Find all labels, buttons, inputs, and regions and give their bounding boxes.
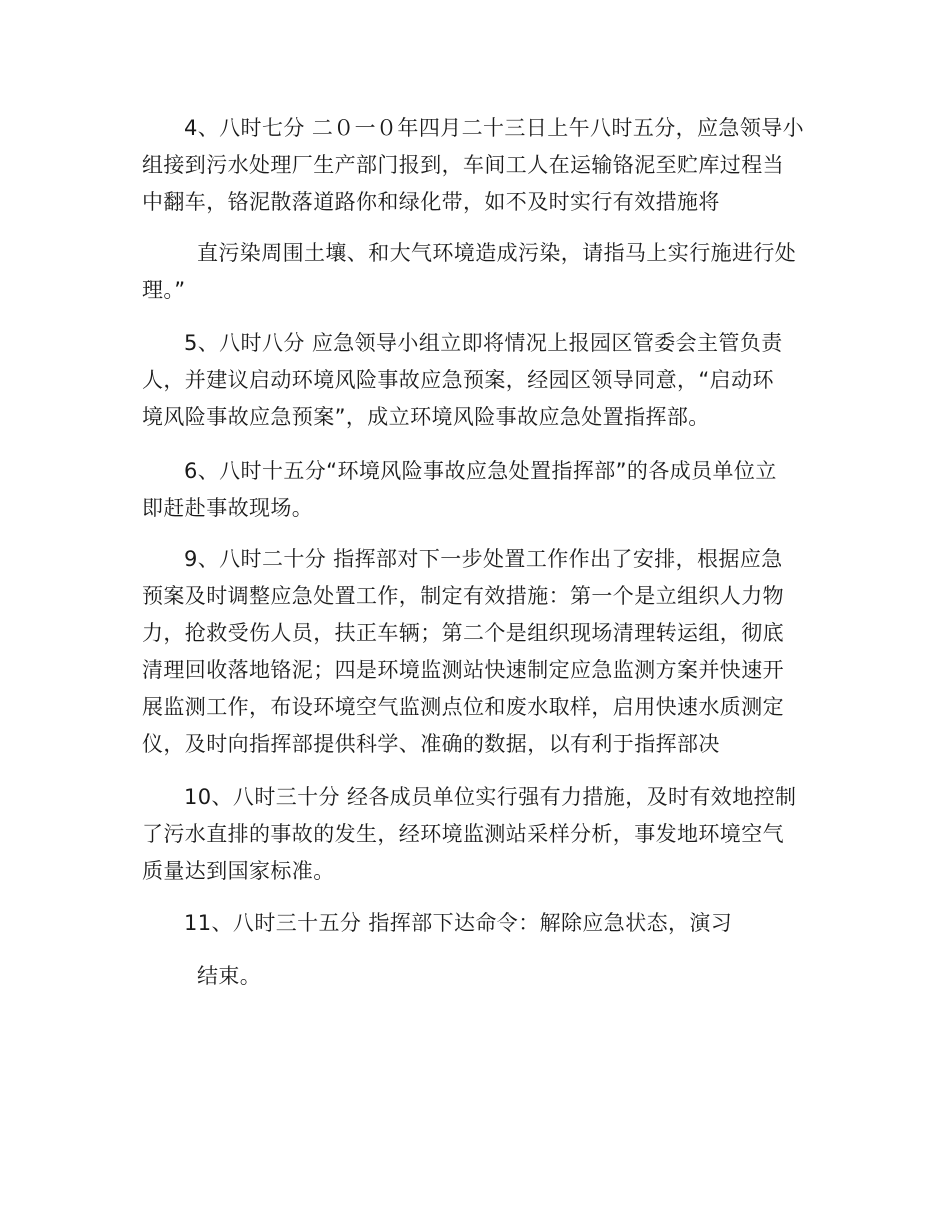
paragraph-line: 9、八时二十分 指挥部对下一步处置工作作出了安排，根据应急 — [184, 547, 783, 571]
paragraph-line: 结束。 — [197, 964, 262, 988]
paragraph-line: 组接到污水处理厂生产部门报到，车间工人在运输铬泥至贮库过程当 — [142, 153, 784, 177]
paragraph-line: 清理回收落地铬泥；四是环境监测站快速制定应急监测方案并快速开 — [142, 658, 784, 682]
paragraph-line: 人，并建议启动环境风险事故应急预案，经园区领导同意，“启动环 — [142, 368, 774, 392]
paragraph-line: 4、八时七分 二０一０年四月二十三日上午八时五分，应急领导小 — [184, 116, 805, 140]
paragraph-continuation-end — [142, 958, 822, 995]
paragraph-line: 中翻车，铬泥散落道路你和绿化带，如不及时实行有效措施将 — [142, 190, 720, 214]
paragraph-item-10 — [142, 779, 822, 890]
paragraph-line: 11、八时三十五分 指挥部下达命令：解除应急状态，演习 — [184, 911, 733, 935]
paragraph-line: 理。” — [142, 278, 186, 302]
paragraph-item-9 — [142, 541, 822, 763]
paragraph-item-11 — [142, 905, 822, 942]
paragraph-line: 力，抢救受伤人员，扶正车辆；第二个是组织现场清理转运组，彻底 — [142, 621, 784, 645]
paragraph-continuation — [142, 235, 822, 309]
paragraph-line: 了污水直排的事故的发生，经环境监测站采样分析，事发地环境空气 — [142, 822, 784, 846]
paragraph-line: 质量达到国家标准。 — [142, 859, 335, 883]
paragraph-item-4 — [142, 110, 822, 221]
paragraph-item-5 — [142, 325, 822, 436]
paragraph-line: 即赶赴事故现场。 — [142, 496, 314, 520]
paragraph-line: 6、八时十五分“环境风险事故应急处置指挥部”的各成员单位立 — [184, 459, 777, 483]
paragraph-line: 境风险事故应急预案”，成立环境风险事故应急处置指挥部。 — [142, 405, 710, 429]
paragraph-line: 仪，及时向指挥部提供科学、准确的数据，以有利于指挥部决 — [142, 732, 720, 756]
paragraph-line: 5、八时八分 应急领导小组立即将情况上报园区管委会主管负责 — [184, 331, 783, 355]
paragraph-line: 直污染周围土壤、和大气环境造成污染，请指马上实行施进行处 — [197, 241, 797, 265]
paragraph-line: 预案及时调整应急处置工作，制定有效措施：第一个是立组织人力物 — [142, 584, 784, 608]
paragraph-line: 10、八时三十分 经各成员单位实行强有力措施，及时有效地控制 — [184, 785, 797, 809]
paragraph-line: 展监测工作，布设环境空气监测点位和废水取样，启用快速水质测定 — [142, 695, 784, 719]
paragraph-item-6 — [142, 453, 822, 527]
